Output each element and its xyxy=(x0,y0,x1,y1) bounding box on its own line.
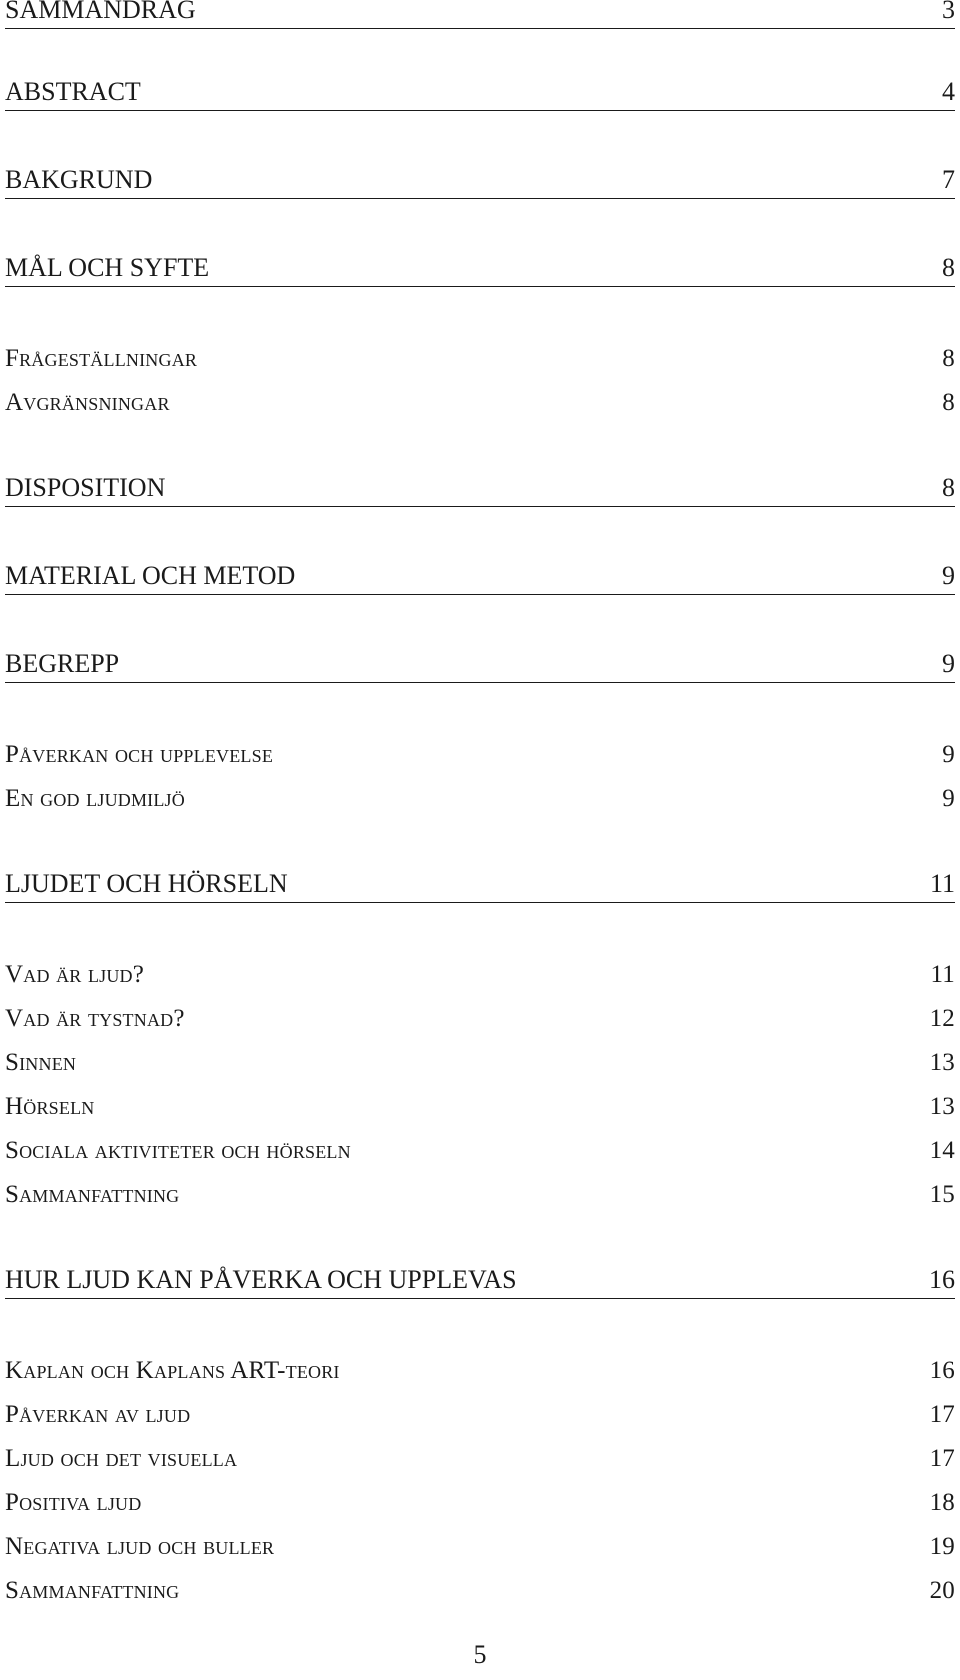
toc-entry-disposition[interactable] xyxy=(5,470,955,507)
toc-entry-title: Hörseln xyxy=(5,1093,95,1120)
toc-entry-ljudet-och-horseln[interactable] xyxy=(5,866,955,903)
toc-entry-sammanfattning-1[interactable] xyxy=(5,1178,955,1212)
toc-entry-title: Påverkan och upplevelse xyxy=(5,741,274,768)
toc-entry-page: 8 xyxy=(942,473,955,502)
toc-entry-mal-och-syfte[interactable] xyxy=(5,250,955,287)
toc-entry-en-god-ljudmiljo[interactable] xyxy=(5,782,955,816)
toc-entry-page: 8 xyxy=(942,389,955,416)
toc-entry-title: LJUDET OCH HÖRSELN xyxy=(5,869,288,898)
toc-entry-page: 3 xyxy=(942,0,955,24)
toc-entry-page: 11 xyxy=(930,961,955,988)
toc-entry-page: 9 xyxy=(942,561,955,590)
toc-entry-page: 9 xyxy=(942,785,955,812)
toc-entry-page: 16 xyxy=(929,1265,955,1294)
toc-entry-begrepp[interactable] xyxy=(5,646,955,683)
toc-entry-negativa-ljud-och-buller[interactable] xyxy=(5,1530,955,1564)
toc-entry-title: Frågeställningar xyxy=(5,345,198,372)
toc-entry-page: 13 xyxy=(929,1049,955,1076)
toc-entry-material-och-metod[interactable] xyxy=(5,558,955,595)
toc-entry-kaplan-art-teori[interactable] xyxy=(5,1354,955,1388)
toc-entry-title: BEGREPP xyxy=(5,649,120,678)
toc-entry-page: 16 xyxy=(929,1357,955,1384)
toc-entry-abstract[interactable] xyxy=(5,74,955,111)
toc-entry-title: MÅL OCH SYFTE xyxy=(5,253,210,282)
toc-entry-title: BAKGRUND xyxy=(5,165,153,194)
toc-entry-fragestallningar[interactable] xyxy=(5,342,955,376)
page-number: 5 xyxy=(473,1640,487,1669)
toc-entry-vad-ar-ljud[interactable] xyxy=(5,958,955,992)
toc-entry-title: DISPOSITION xyxy=(5,473,166,502)
toc-entry-sinnen[interactable] xyxy=(5,1046,955,1080)
toc-entry-title: SAMMANDRAG xyxy=(5,0,196,24)
toc-entry-page: 14 xyxy=(929,1137,955,1164)
toc-entry-page: 17 xyxy=(929,1401,955,1428)
toc-entry-page: 15 xyxy=(929,1181,955,1208)
toc-entry-page: 19 xyxy=(929,1533,955,1560)
toc-entry-page: 8 xyxy=(942,253,955,282)
toc-entry-page: 7 xyxy=(942,165,955,194)
toc-entry-page: 17 xyxy=(929,1445,955,1472)
toc-entry-title: Sammanfattning xyxy=(5,1181,180,1208)
toc-entry-title: Ljud och det visuella xyxy=(5,1445,238,1472)
toc-entry-title: Påverkan av ljud xyxy=(5,1401,191,1428)
toc-entry-bakgrund[interactable] xyxy=(5,162,955,199)
toc-entry-sociala-aktiviteter-och-horseln[interactable] xyxy=(5,1134,955,1168)
toc-entry-page: 11 xyxy=(929,869,955,898)
toc-entry-vad-ar-tystnad[interactable] xyxy=(5,1002,955,1036)
toc-entry-page: 9 xyxy=(942,649,955,678)
toc-entry-ljud-och-det-visuella[interactable] xyxy=(5,1442,955,1476)
toc-entry-title: Sociala aktiviteter och hörseln xyxy=(5,1137,351,1164)
toc-entry-sammanfattning-2[interactable] xyxy=(5,1574,955,1608)
toc-entry-page: 13 xyxy=(929,1093,955,1120)
toc-entry-title: ABSTRACT xyxy=(5,77,141,106)
toc-entry-title: Sinnen xyxy=(5,1049,77,1076)
toc-entry-title: Positiva ljud xyxy=(5,1489,142,1516)
toc-entry-title: Vad är ljud? xyxy=(5,961,145,988)
toc-entry-paverkan-och-upplevelse[interactable] xyxy=(5,738,955,772)
toc-entry-title: MATERIAL OCH METOD xyxy=(5,561,296,590)
toc-entry-page: 20 xyxy=(929,1577,955,1604)
toc-entry-page: 12 xyxy=(929,1005,955,1032)
toc-entry-title: En god ljudmiljö xyxy=(5,785,185,812)
toc-entry-title: Vad är tystnad? xyxy=(5,1005,185,1032)
toc-entry-hur-ljud-kan-paverka[interactable] xyxy=(5,1262,955,1299)
toc-entry-sammandrag[interactable] xyxy=(5,0,955,29)
toc-entry-title: HUR LJUD KAN PÅVERKA OCH UPPLEVAS xyxy=(5,1265,517,1294)
toc-entry-title: Negativa ljud och buller xyxy=(5,1533,275,1560)
toc-entry-paverkan-av-ljud[interactable] xyxy=(5,1398,955,1432)
toc-entry-page: 18 xyxy=(929,1489,955,1516)
toc-entry-positiva-ljud[interactable] xyxy=(5,1486,955,1520)
toc-entry-page: 9 xyxy=(942,741,955,768)
toc-entry-avgransningar[interactable] xyxy=(5,386,955,420)
toc-entry-title: Avgränsningar xyxy=(5,389,170,416)
toc-entry-page: 8 xyxy=(942,345,955,372)
toc-entry-page: 4 xyxy=(942,77,955,106)
toc-entry-horseln[interactable] xyxy=(5,1090,955,1124)
toc-entry-title: Sammanfattning xyxy=(5,1577,180,1604)
toc-entry-title: Kaplan och Kaplans ART-teori xyxy=(5,1357,340,1384)
